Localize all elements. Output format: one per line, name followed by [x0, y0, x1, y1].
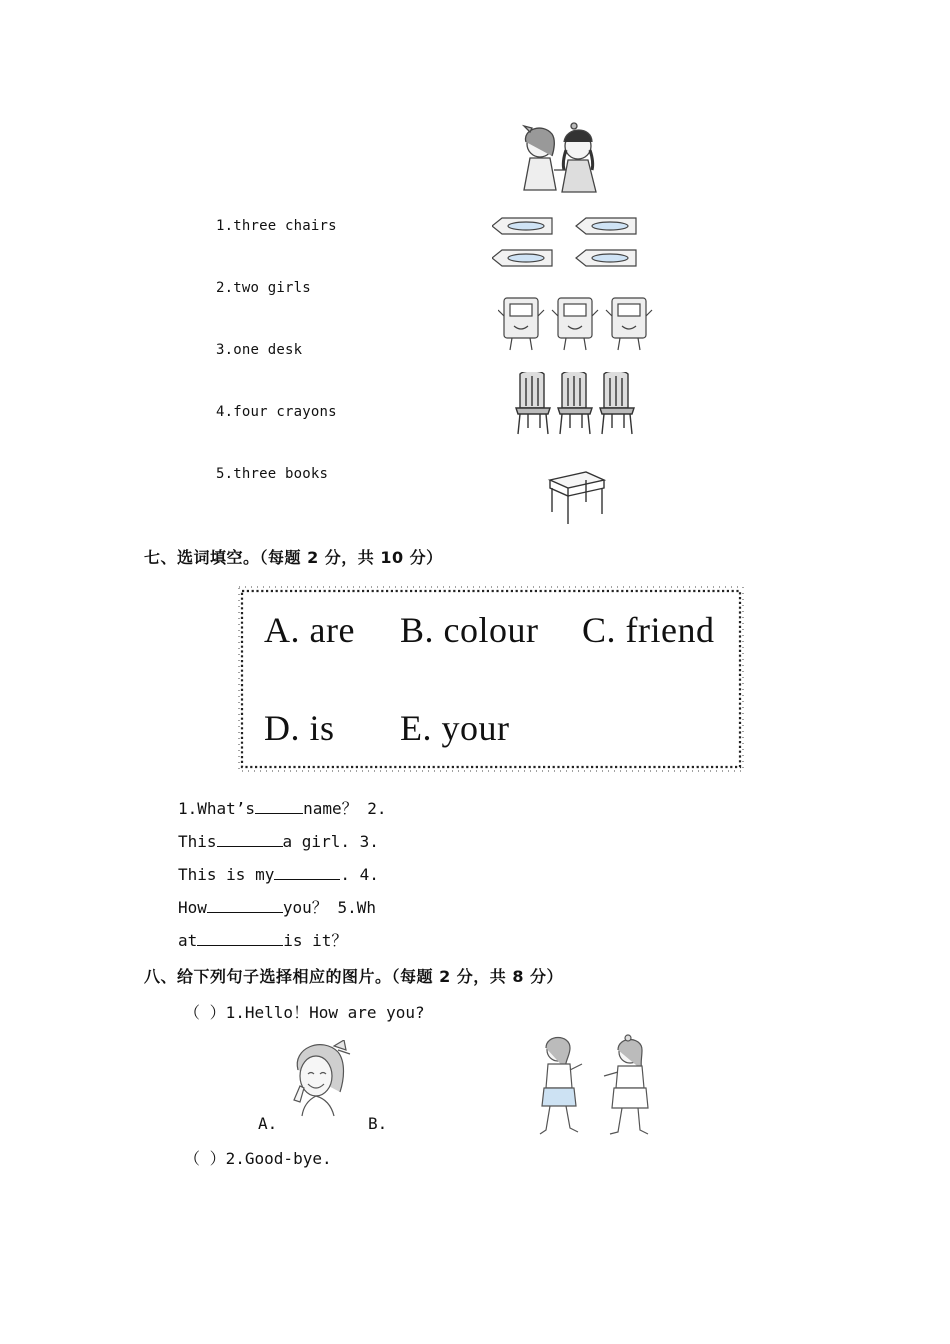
- option-a: [264, 609, 355, 651]
- option-e: [400, 707, 510, 749]
- option-b: [400, 609, 538, 651]
- match-item-5: [216, 466, 328, 482]
- option-word: your: [441, 708, 510, 748]
- three-chairs-picture: [512, 372, 638, 438]
- option-c: [582, 609, 714, 651]
- item-text: two girls: [233, 280, 311, 296]
- option-letter: D.: [264, 708, 300, 748]
- option-letter: E.: [400, 708, 432, 748]
- line-text: . 4.: [340, 865, 379, 884]
- item-text: three chairs: [233, 218, 337, 234]
- line-text: a girl. 3.: [282, 832, 379, 851]
- match-item-3: [216, 342, 302, 358]
- match-item-2: [216, 280, 311, 296]
- line-text: How: [178, 898, 207, 917]
- item-number: 3.: [216, 342, 234, 358]
- option-letter: C.: [582, 610, 617, 650]
- section-7-heading: 七、选词填空。（每题 2 分，共 10 分）: [144, 548, 443, 567]
- one-desk-picture: [546, 466, 608, 528]
- answer-blank[interactable]: [197, 927, 283, 946]
- question-2: （ ）2.Good-bye.: [184, 1149, 332, 1168]
- line-text: name？ 2.: [303, 799, 387, 818]
- option-word: friend: [625, 610, 715, 650]
- line-text: This is my: [178, 865, 275, 884]
- section-8-heading: 八、给下列句子选择相应的图片。（每题 2 分，共 8 分）: [144, 967, 564, 986]
- option-b-label: B.: [368, 1114, 388, 1133]
- answer-blank[interactable]: [207, 894, 283, 913]
- word-bank-box: [238, 585, 744, 773]
- item-number: 4.: [216, 404, 234, 420]
- item-text: three books: [233, 466, 329, 482]
- line-text: you？ 5.Wh: [282, 898, 376, 917]
- waving-girl-picture: [282, 1040, 358, 1118]
- answer-blank[interactable]: [255, 795, 303, 814]
- fill-line-3: [178, 858, 379, 891]
- question-1: （ ）1.Hello！How are you?: [184, 1003, 425, 1022]
- two-girls-meeting-picture: [530, 1030, 660, 1142]
- three-books-picture: [498, 294, 658, 356]
- line-text: 1.What’s: [178, 799, 256, 818]
- item-number: 1.: [216, 218, 234, 234]
- fill-line-2: [178, 825, 379, 858]
- item-text: four crayons: [233, 404, 337, 420]
- option-letter: A.: [264, 610, 300, 650]
- line-text: at: [178, 931, 198, 950]
- option-d: [264, 707, 335, 749]
- item-number: 5.: [216, 466, 234, 482]
- option-word: is: [309, 708, 335, 748]
- option-a-label: A.: [258, 1114, 278, 1133]
- item-text: one desk: [233, 342, 303, 358]
- four-crayons-picture: [492, 212, 644, 274]
- item-number: 2.: [216, 280, 234, 296]
- answer-blank[interactable]: [217, 828, 283, 847]
- option-word: are: [309, 610, 355, 650]
- line-text: is it？: [283, 931, 348, 950]
- option-word: colour: [443, 610, 539, 650]
- match-item-4: [216, 404, 337, 420]
- match-item-1: [216, 218, 337, 234]
- fill-line-1: [178, 792, 387, 825]
- fill-line-5: [178, 924, 347, 957]
- option-letter: B.: [400, 610, 435, 650]
- fill-line-4: [178, 891, 376, 924]
- two-girls-picture: [512, 120, 608, 202]
- answer-blank[interactable]: [274, 861, 340, 880]
- line-text: This: [178, 832, 217, 851]
